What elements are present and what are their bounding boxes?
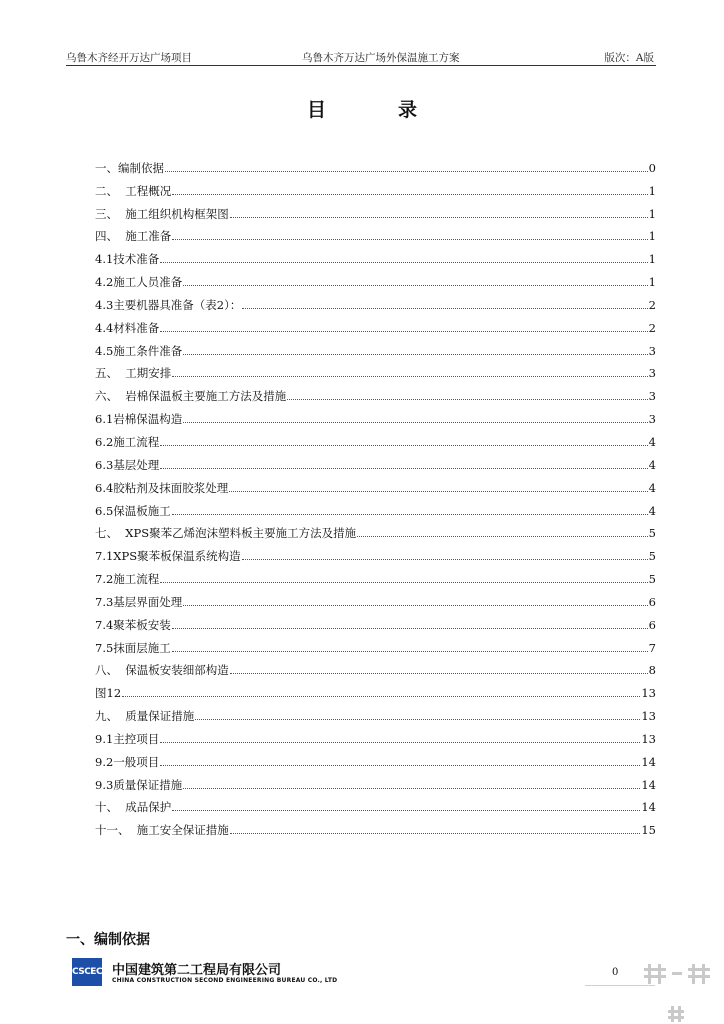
toc-entry[interactable]	[95, 723, 656, 746]
toc-entry-page: 4	[648, 503, 656, 518]
toc-entry-page: 15	[641, 823, 656, 838]
toc-leader-dots	[172, 194, 647, 195]
toc-leader-dots	[160, 742, 640, 743]
toc-entry-page: 5	[648, 572, 656, 587]
toc-entry[interactable]	[95, 449, 656, 472]
toc-entry-page: 4	[648, 480, 656, 495]
toc-leader-dots	[183, 788, 640, 789]
toc-entry-page: 1	[648, 183, 656, 198]
toc-entry-page: 3	[648, 366, 656, 381]
toc-entry-label: 9.2一般项目	[95, 754, 160, 769]
table-of-contents	[95, 152, 656, 837]
toc-leader-dots	[165, 171, 648, 172]
toc-entry[interactable]	[95, 175, 656, 198]
toc-entry-page: 7	[648, 640, 656, 655]
toc-entry-label: 4.3主要机器具准备（表2）：	[95, 297, 242, 312]
header-version: 版次：A版	[604, 52, 654, 64]
toc-leader-dots	[230, 833, 641, 834]
toc-entry-page: 1	[648, 275, 656, 290]
toc-entry[interactable]	[95, 198, 656, 221]
toc-entry-page: 2	[648, 297, 656, 312]
toc-entry-label: 6.2施工流程	[95, 434, 160, 449]
toc-entry-page: 1	[648, 229, 656, 244]
page-header	[66, 50, 656, 66]
toc-entry-page: 14	[641, 777, 656, 792]
toc-leader-dots	[160, 445, 647, 446]
toc-entry-label: 六、 岩棉保温板主要施工方法及措施	[95, 389, 287, 404]
toc-entry-label: 四、 施工准备	[95, 229, 172, 244]
toc-leader-dots	[160, 582, 647, 583]
toc-entry-label: 十一、 施工安全保证措施	[95, 823, 229, 838]
toc-leader-dots	[160, 765, 640, 766]
toc-entry-label: 4.4材料准备	[95, 320, 160, 335]
toc-entry[interactable]	[95, 472, 656, 495]
toc-entry[interactable]	[95, 700, 656, 723]
toc-entry-page: 3	[648, 343, 656, 358]
toc-entry[interactable]	[95, 495, 656, 518]
toc-entry-page: 3	[648, 389, 656, 404]
header-divider	[66, 65, 656, 66]
toc-entry-page: 1	[648, 206, 656, 221]
toc-entry[interactable]	[95, 814, 656, 837]
toc-leader-dots	[172, 628, 648, 629]
toc-entry-label: 二、 工程概况	[95, 183, 172, 198]
toc-entry-label: 9.3质量保证措施	[95, 777, 183, 792]
toc-entry-label: 6.5保温板施工	[95, 503, 171, 518]
toc-leader-dots	[183, 605, 647, 606]
toc-entry[interactable]	[95, 335, 656, 358]
toc-entry[interactable]	[95, 769, 656, 792]
toc-entry-page: 4	[648, 434, 656, 449]
toc-entry-label: 八、 保温板安装细部构造	[95, 663, 229, 678]
toc-entry-label: 7.5抹面层施工	[95, 640, 171, 655]
toc-entry-label: 9.1主控项目	[95, 731, 160, 746]
toc-leader-dots	[195, 719, 640, 720]
toc-entry[interactable]	[95, 677, 656, 700]
company-logo: CSCEC	[72, 958, 102, 986]
toc-entry-page: 5	[648, 526, 656, 541]
toc-entry-label: 十、 成品保护	[95, 800, 172, 815]
toc-entry[interactable]	[95, 632, 656, 655]
toc-entry[interactable]	[95, 518, 656, 541]
toc-leader-dots	[242, 308, 647, 309]
toc-leader-dots	[172, 376, 647, 377]
toc-entry[interactable]	[95, 289, 656, 312]
toc-entry-label: 三、 施工组织机构框架图	[95, 206, 229, 221]
toc-entry-label: 7.2施工流程	[95, 572, 160, 587]
toc-entry-label: 6.1岩棉保温构造	[95, 412, 183, 427]
toc-leader-dots	[183, 285, 647, 286]
toc-entry-page: 5	[648, 549, 656, 564]
toc-leader-dots	[230, 673, 648, 674]
toc-leader-dots	[230, 217, 648, 218]
toc-leader-dots	[172, 514, 648, 515]
toc-entry[interactable]	[95, 221, 656, 244]
toc-entry[interactable]	[95, 540, 656, 563]
toc-leader-dots	[122, 696, 640, 697]
toc-leader-dots	[183, 354, 647, 355]
toc-entry[interactable]	[95, 380, 656, 403]
toc-entry-page: 13	[641, 731, 656, 746]
toc-entry[interactable]	[95, 266, 656, 289]
toc-entry-label: 4.1技术准备	[95, 252, 160, 267]
toc-entry-label: 七、 XPS聚苯乙烯泡沫塑料板主要施工方法及措施	[95, 526, 357, 541]
toc-leader-dots	[160, 262, 647, 263]
toc-entry-label: 7.3基层界面处理	[95, 594, 183, 609]
toc-entry-label: 图12	[95, 686, 122, 701]
toc-entry-page: 4	[648, 457, 656, 472]
toc-entry-page: 13	[641, 686, 656, 701]
toc-leader-dots	[287, 399, 647, 400]
toc-entry-page: 3	[648, 412, 656, 427]
toc-entry[interactable]	[95, 609, 656, 632]
section-heading: 一、编制依据	[66, 932, 150, 948]
toc-leader-dots	[229, 491, 647, 492]
toc-entry-label: 九、 质量保证措施	[95, 709, 195, 724]
toc-entry[interactable]	[95, 655, 656, 678]
toc-entry-label: 4.5施工条件准备	[95, 343, 183, 358]
header-document: 乌鲁木齐万达广场外保温施工方案	[302, 52, 460, 64]
toc-entry-label: 6.4胶粘剂及抹面胶浆处理	[95, 480, 229, 495]
toc-entry-page: 13	[641, 709, 656, 724]
toc-leader-dots	[172, 810, 640, 811]
header-project: 乌鲁木齐经开万达广场项目	[66, 52, 192, 64]
toc-leader-dots	[357, 536, 648, 537]
toc-entry-page: 6	[648, 594, 656, 609]
toc-entry-label: 五、 工期安排	[95, 366, 172, 381]
toc-entry-label: 7.4聚苯板安装	[95, 617, 171, 632]
watermark-graphic	[640, 960, 720, 1024]
toc-entry-label: 6.3基层处理	[95, 457, 160, 472]
toc-entry-page: 0	[648, 160, 656, 175]
toc-entry[interactable]	[95, 403, 656, 426]
toc-entry-page: 2	[648, 320, 656, 335]
toc-entry-label: 4.2施工人员准备	[95, 275, 183, 290]
toc-entry[interactable]	[95, 152, 656, 175]
footer-page-number: 0	[612, 967, 619, 978]
toc-leader-dots	[160, 331, 647, 332]
toc-leader-dots	[160, 468, 647, 469]
toc-entry[interactable]	[95, 243, 656, 266]
toc-entry[interactable]	[95, 586, 656, 609]
toc-leader-dots	[242, 559, 648, 560]
toc-entry[interactable]	[95, 563, 656, 586]
page-title: 目录	[306, 99, 489, 121]
toc-entry-page: 14	[641, 800, 656, 815]
toc-entry[interactable]	[95, 358, 656, 381]
toc-leader-dots	[183, 422, 647, 423]
toc-entry-label: 7.1XPS聚苯板保温系统构造	[95, 549, 241, 564]
toc-entry-page: 8	[648, 663, 656, 678]
toc-entry[interactable]	[95, 746, 656, 769]
toc-leader-dots	[172, 651, 648, 652]
toc-leader-dots	[172, 239, 647, 240]
footer-company-name: 中国建筑第二工程局有限公司	[112, 963, 282, 978]
toc-entry-page: 14	[641, 754, 656, 769]
toc-entry-page: 6	[648, 617, 656, 632]
toc-entry[interactable]	[95, 312, 656, 335]
toc-entry-label: 一、编制依据	[95, 160, 164, 175]
footer-company-name-en: CHINA CONSTRUCTION SECOND ENGINEERING BUREAU CO., LTD	[112, 977, 338, 984]
toc-entry-page: 1	[648, 252, 656, 267]
toc-entry[interactable]	[95, 792, 656, 815]
toc-entry[interactable]	[95, 426, 656, 449]
